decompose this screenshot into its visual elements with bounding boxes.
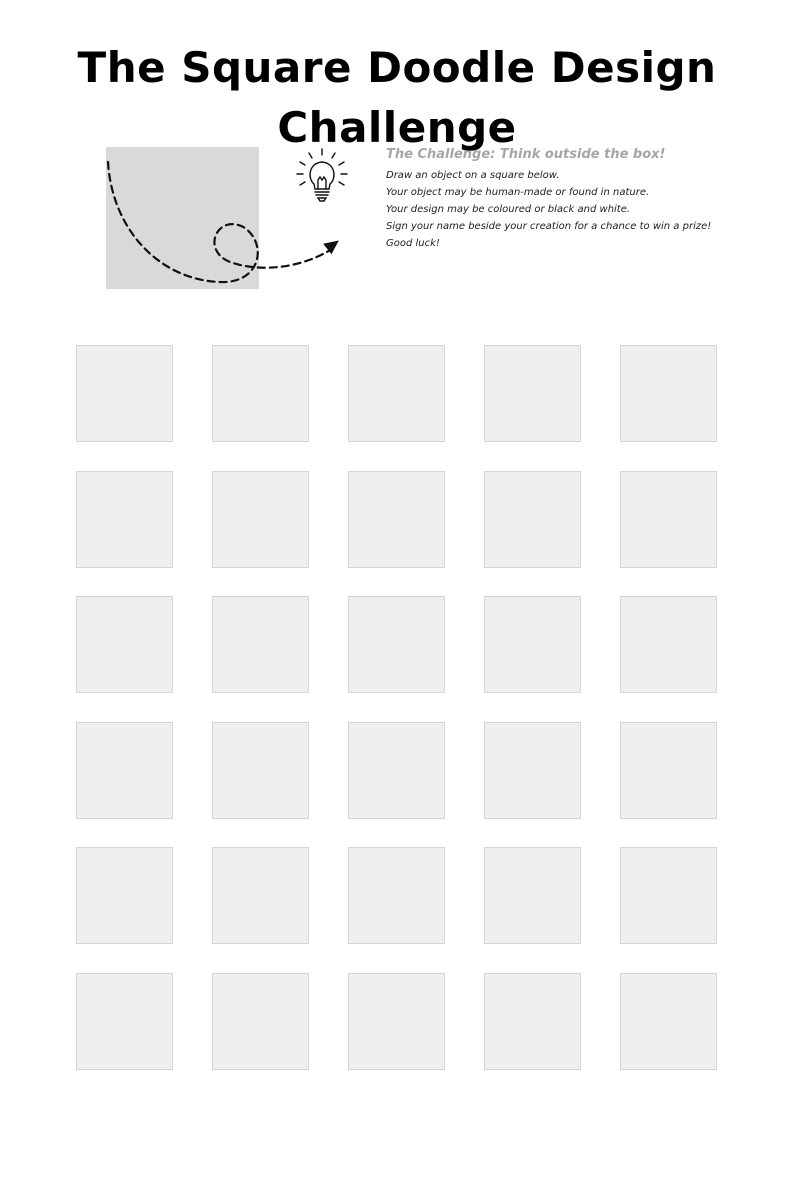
drawing-square[interactable] [484, 345, 581, 442]
drawing-square[interactable] [212, 973, 309, 1070]
drawing-square[interactable] [76, 973, 173, 1070]
instruction-line: Good luck! [386, 238, 440, 249]
drawing-square[interactable] [620, 471, 717, 568]
drawing-square[interactable] [76, 345, 173, 442]
drawing-square[interactable] [212, 345, 309, 442]
drawing-square[interactable] [76, 722, 173, 819]
drawing-square[interactable] [76, 471, 173, 568]
drawing-square[interactable] [348, 847, 445, 944]
drawing-square[interactable] [620, 722, 717, 819]
drawing-square[interactable] [620, 596, 717, 693]
instruction-line: Sign your name beside your creation for a chance to win a prize! [386, 221, 712, 232]
drawing-square[interactable] [484, 973, 581, 1070]
instruction-line: Your object may be human-made or found in nature. [386, 187, 650, 198]
lightbulb-icon [293, 147, 351, 205]
instruction-line: Your design may be coloured or black and white. [386, 204, 631, 215]
drawing-square[interactable] [620, 345, 717, 442]
drawing-square[interactable] [484, 471, 581, 568]
instructions-heading: The Challenge: Think outside the box! [386, 147, 666, 162]
instruction-line: Draw an object on a square below. [386, 170, 560, 181]
drawing-square[interactable] [212, 596, 309, 693]
drawing-square[interactable] [212, 847, 309, 944]
drawing-square[interactable] [484, 722, 581, 819]
drawing-square[interactable] [484, 847, 581, 944]
page-title: The Square Doodle Design Challenge [77, 43, 717, 152]
drawing-square[interactable] [76, 847, 173, 944]
drawing-squares-grid [76, 345, 718, 1071]
drawing-square[interactable] [348, 973, 445, 1070]
instructions-block [386, 146, 776, 252]
drawing-square[interactable] [212, 722, 309, 819]
drawing-square[interactable] [620, 847, 717, 944]
drawing-square[interactable] [348, 471, 445, 568]
drawing-square[interactable] [620, 973, 717, 1070]
drawing-square[interactable] [484, 596, 581, 693]
drawing-square[interactable] [76, 596, 173, 693]
drawing-square[interactable] [212, 471, 309, 568]
drawing-square[interactable] [348, 596, 445, 693]
drawing-square[interactable] [348, 345, 445, 442]
drawing-square[interactable] [348, 722, 445, 819]
